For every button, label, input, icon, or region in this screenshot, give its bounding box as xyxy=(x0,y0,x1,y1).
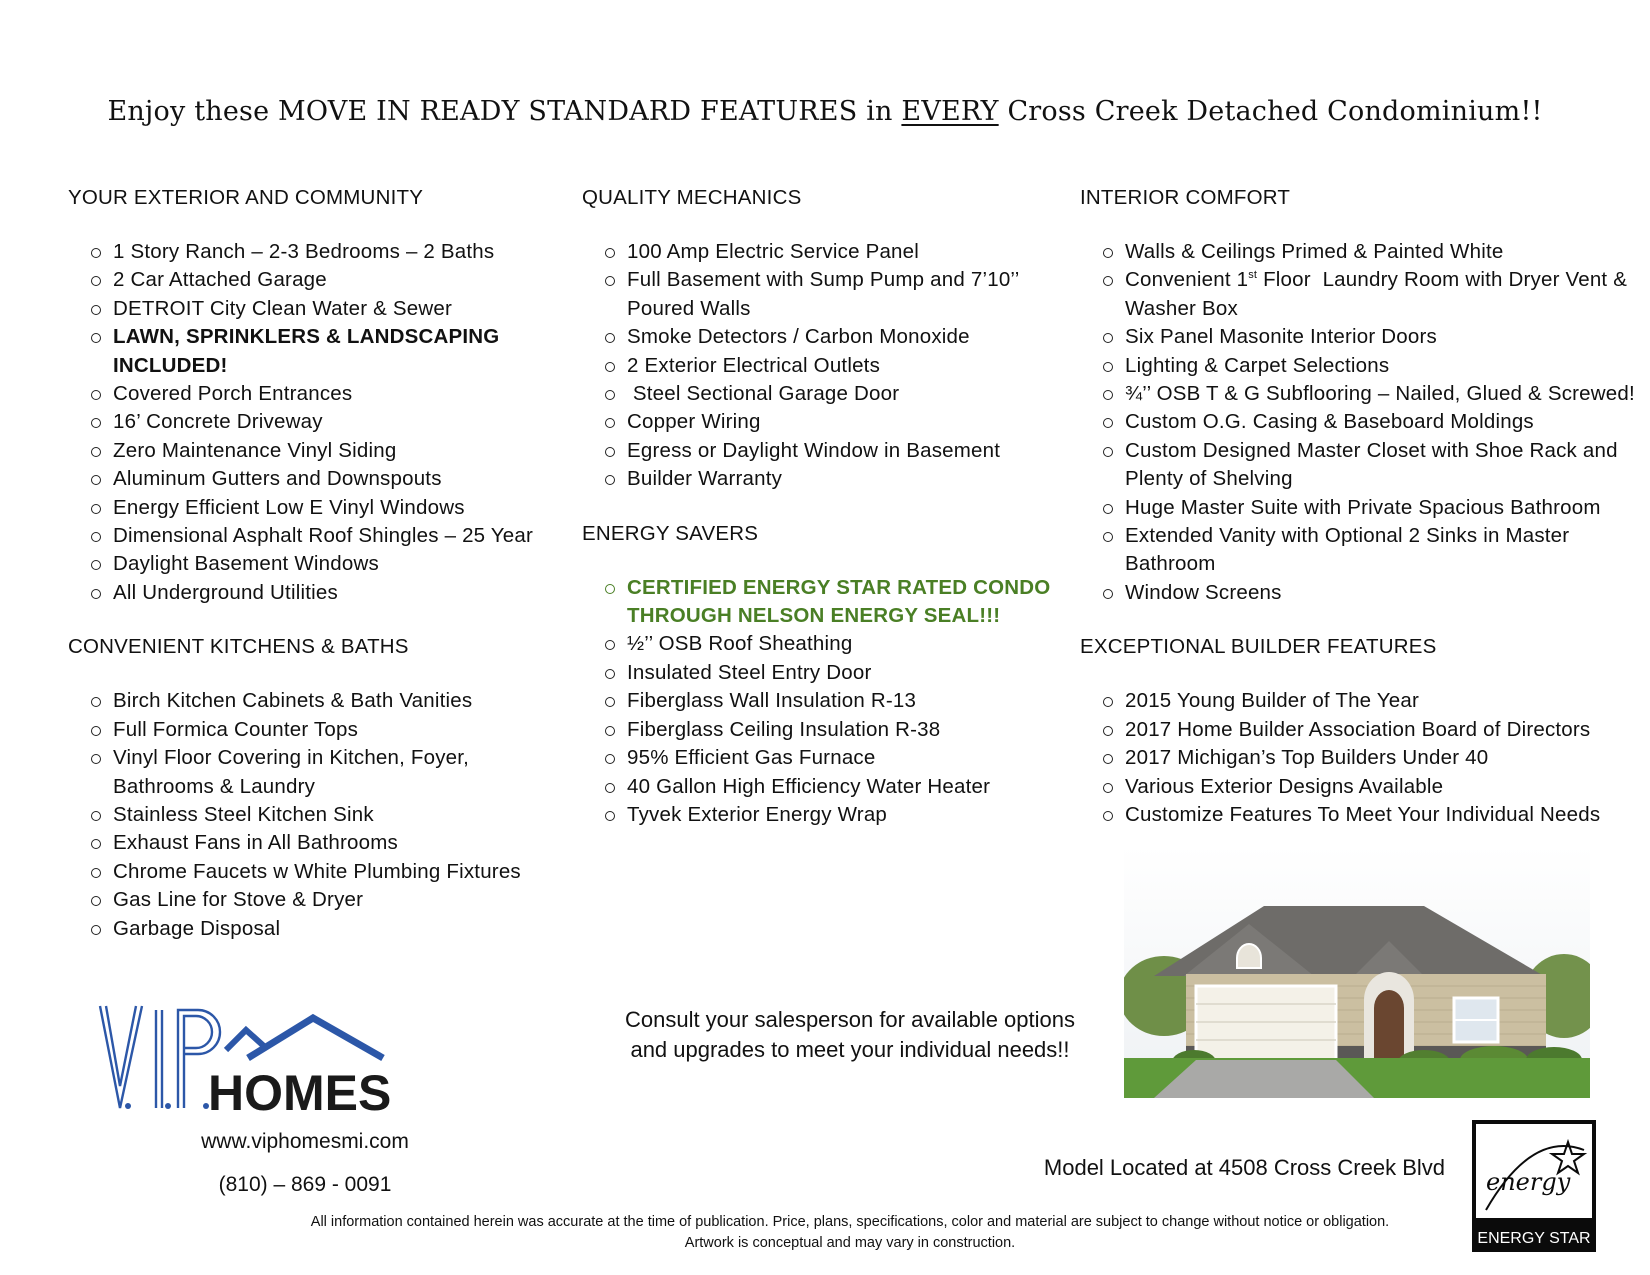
list-item: Custom Designed Master Closet with Shoe Rack and Plenty of Shelving xyxy=(1080,437,1635,494)
list-item: 2017 Home Builder Association Board of Directors xyxy=(1080,716,1635,744)
section-heading-exterior: YOUR EXTERIOR AND COMMUNITY xyxy=(68,186,424,209)
list-item: Vinyl Floor Covering in Kitchen, Foyer, Bathrooms & Laundry xyxy=(68,744,558,801)
section-heading-kitchens: CONVENIENT KITCHENS & BATHS xyxy=(68,635,409,659)
disclaimer xyxy=(220,1212,1480,1254)
list-item: Egress or Daylight Window in Basement xyxy=(582,437,1062,465)
list-builder xyxy=(1080,687,1635,829)
logo-wordmark: HOMES xyxy=(208,1065,392,1115)
list-item-text: Floor Laundry Room with Dryer Vent & Washer Box xyxy=(1125,268,1634,320)
list-item: 95% Efficient Gas Furnace xyxy=(582,744,1062,772)
column-right xyxy=(1080,186,1635,857)
list-item: ½’’ OSB Roof Sheathing xyxy=(582,630,1062,658)
list-item xyxy=(1080,266,1635,323)
list-item: Exhaust Fans in All Bathrooms xyxy=(68,829,558,857)
list-item: 40 Gallon High Efficiency Water Heater xyxy=(582,773,1062,801)
vip-homes-logo-graphic xyxy=(98,1000,418,1115)
list-item: 2015 Young Builder of The Year xyxy=(1080,687,1635,715)
house-image xyxy=(1124,846,1590,1098)
list-kitchens xyxy=(68,687,558,943)
list-item: Lighting & Carpet Selections xyxy=(1080,352,1635,380)
list-exterior xyxy=(68,238,558,607)
page-title xyxy=(0,96,1650,127)
section-heading-energy: ENERGY SAVERS xyxy=(582,521,759,545)
list-energy xyxy=(582,574,1062,830)
list-item: Tyvek Exterior Energy Wrap xyxy=(582,801,1062,829)
list-item: 16’ Concrete Driveway xyxy=(68,408,558,436)
list-item: DETROIT City Clean Water & Sewer xyxy=(68,295,558,323)
model-location: Model Located at 4508 Cross Creek Blvd xyxy=(1043,1155,1445,1180)
list-item: ¾’’ OSB T & G Subflooring – Nailed, Glued & Screwed! xyxy=(1080,380,1635,408)
section-heading-interior: INTERIOR COMFORT xyxy=(1080,186,1291,209)
title-text-end: Cross Creek Detached Condominium!! xyxy=(998,96,1543,127)
list-item: Six Panel Masonite Interior Doors xyxy=(1080,323,1635,351)
disclaimer-line: All information contained herein was accurate at the time of publication. Price, plans, specifications, color and material are subject to change without notice or obligation. xyxy=(310,1214,1390,1230)
energy-star-script: energy xyxy=(1486,1168,1571,1196)
list-item: Fiberglass Ceiling Insulation R-38 xyxy=(582,716,1062,744)
energy-star-logo xyxy=(1472,1120,1596,1252)
list-item: Aluminum Gutters and Downspouts xyxy=(68,465,558,493)
column-middle xyxy=(582,186,1062,857)
list-item: Window Screens xyxy=(1080,579,1635,607)
column-left xyxy=(68,186,558,971)
list-item-energy-star-certified: CERTIFIED ENERGY STAR RATED CONDO THROUGH NELSON ENERGY SEAL!!! xyxy=(582,574,1062,631)
superscript: st xyxy=(1248,269,1258,282)
list-item: 2017 Michigan’s Top Builders Under 40 xyxy=(1080,744,1635,772)
list-item: All Underground Utilities xyxy=(68,579,558,607)
list-item: Zero Maintenance Vinyl Siding xyxy=(68,437,558,465)
section-heading-mechanics: QUALITY MECHANICS xyxy=(582,186,802,209)
vip-homes-logo xyxy=(98,1000,418,1115)
list-mechanics xyxy=(582,238,1062,494)
list-item-text: Convenient 1 xyxy=(1125,268,1249,292)
list-item: Customize Features To Meet Your Individual Needs xyxy=(1080,801,1635,829)
disclaimer-line: Artwork is conceptual and may vary in construction. xyxy=(684,1235,1016,1251)
section-heading-builder: EXCEPTIONAL BUILDER FEATURES xyxy=(1080,635,1437,659)
title-text-start: Enjoy these MOVE IN READY STANDARD FEATURES in xyxy=(107,96,902,127)
list-item: Insulated Steel Entry Door xyxy=(582,659,1062,687)
phone-text: (810) – 869 - 0091 xyxy=(218,1173,392,1196)
list-item: Daylight Basement Windows xyxy=(68,550,558,578)
energy-star-graphic xyxy=(1472,1120,1596,1252)
list-item: 1 Story Ranch – 2-3 Bedrooms – 2 Baths xyxy=(68,238,558,266)
logo-dot xyxy=(125,1103,131,1109)
list-item: Energy Efficient Low E Vinyl Windows xyxy=(68,494,558,522)
list-item: Fiberglass Wall Insulation R-13 xyxy=(582,687,1062,715)
list-item: Full Basement with Sump Pump and 7’10’’ Poured Walls xyxy=(582,266,1062,323)
list-item: Dimensional Asphalt Roof Shingles – 25 Year xyxy=(68,522,558,550)
list-item: Gas Line for Stove & Dryer xyxy=(68,886,558,914)
list-item: Walls & Ceilings Primed & Painted White xyxy=(1080,238,1635,266)
list-item: Full Formica Counter Tops xyxy=(68,716,558,744)
list-item: Smoke Detectors / Carbon Monoxide xyxy=(582,323,1062,351)
list-item: Custom O.G. Casing & Baseboard Moldings xyxy=(1080,408,1635,436)
title-emphasis: EVERY xyxy=(901,96,999,127)
list-item: Birch Kitchen Cabinets & Bath Vanities xyxy=(68,687,558,715)
list-item: 2 Car Attached Garage xyxy=(68,266,558,294)
list-item: Chrome Faucets w White Plumbing Fixtures xyxy=(68,858,558,886)
list-item: Garbage Disposal xyxy=(68,915,558,943)
list-item: 100 Amp Electric Service Panel xyxy=(582,238,1062,266)
list-item: Huge Master Suite with Private Spacious Bathroom xyxy=(1080,494,1635,522)
list-item: Stainless Steel Kitchen Sink xyxy=(68,801,558,829)
website-text: www.viphomesmi.com xyxy=(201,1130,409,1153)
list-item: Covered Porch Entrances xyxy=(68,380,558,408)
list-item: Steel Sectional Garage Door xyxy=(582,380,1062,408)
list-item: 2 Exterior Electrical Outlets xyxy=(582,352,1062,380)
list-item: Various Exterior Designs Available xyxy=(1080,773,1635,801)
list-interior xyxy=(1080,238,1635,607)
list-item-highlight: LAWN, SPRINKLERS & LANDSCAPING INCLUDED! xyxy=(68,323,558,380)
house-illustration xyxy=(1124,846,1590,1098)
logo-dot xyxy=(165,1103,171,1109)
energy-star-label: ENERGY STAR xyxy=(1477,1230,1591,1247)
list-item: Extended Vanity with Optional 2 Sinks in Master Bathroom xyxy=(1080,522,1635,579)
consult-note: Consult your salesperson for available options and upgrades to meet your individual needs!! xyxy=(624,1007,1076,1062)
list-item: Copper Wiring xyxy=(582,408,1062,436)
list-item: Builder Warranty xyxy=(582,465,1062,493)
